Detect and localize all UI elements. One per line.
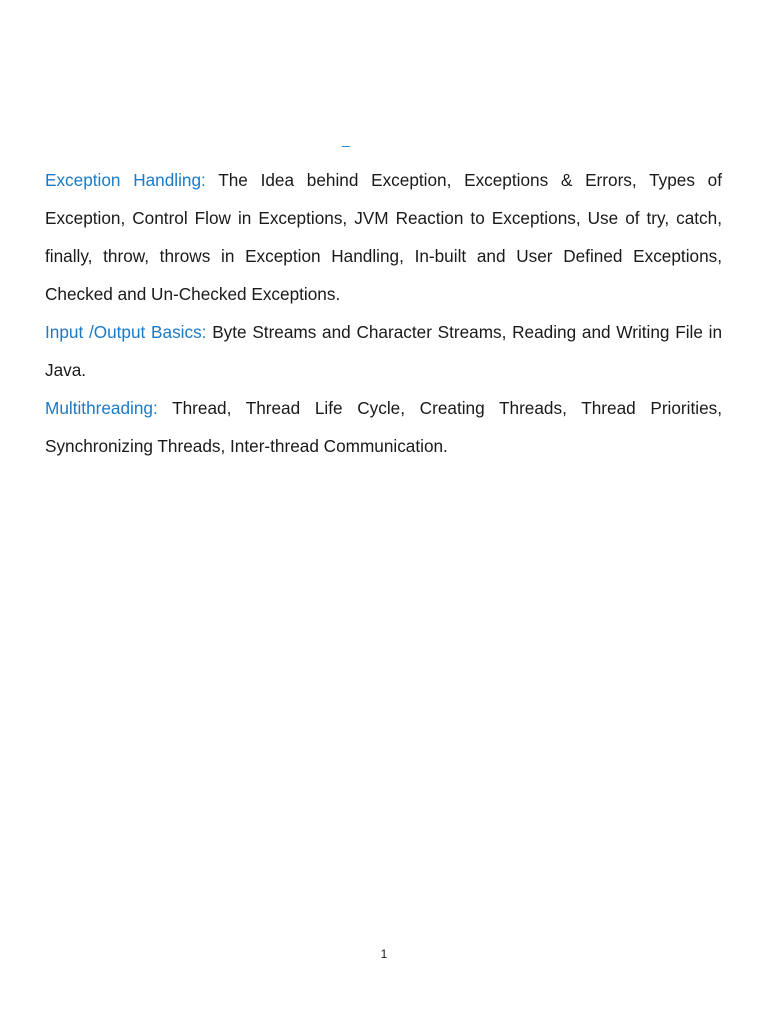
section-multithreading (45, 389, 722, 465)
syllabus-content (45, 161, 722, 465)
section-heading: Multithreading: (45, 398, 158, 418)
section-input-output-basics (45, 313, 722, 389)
page-number: 1 (380, 947, 388, 961)
section-heading: Input /Output Basics: (45, 322, 207, 342)
header-mark: _ (342, 131, 350, 147)
section-body: The Idea behind Exception, Exceptions & Errors, Types of Exception, Control Flow in Exceptions, JVM Reaction to Exceptions, Use of try, catch, finally, throw, throws in Exception Handling, In-built and User Defined Exceptions, Checked and Un-Checked Exceptions. (45, 170, 722, 304)
section-heading: Exception Handling: (45, 170, 206, 190)
section-body: Thread, Thread Life Cycle, Creating Threads, Thread Priorities, Synchronizing Threads, Inter-thread Communication. (45, 398, 722, 456)
section-body: Byte Streams and Character Streams, Reading and Writing File in Java. (45, 322, 722, 380)
section-exception-handling (45, 161, 722, 313)
